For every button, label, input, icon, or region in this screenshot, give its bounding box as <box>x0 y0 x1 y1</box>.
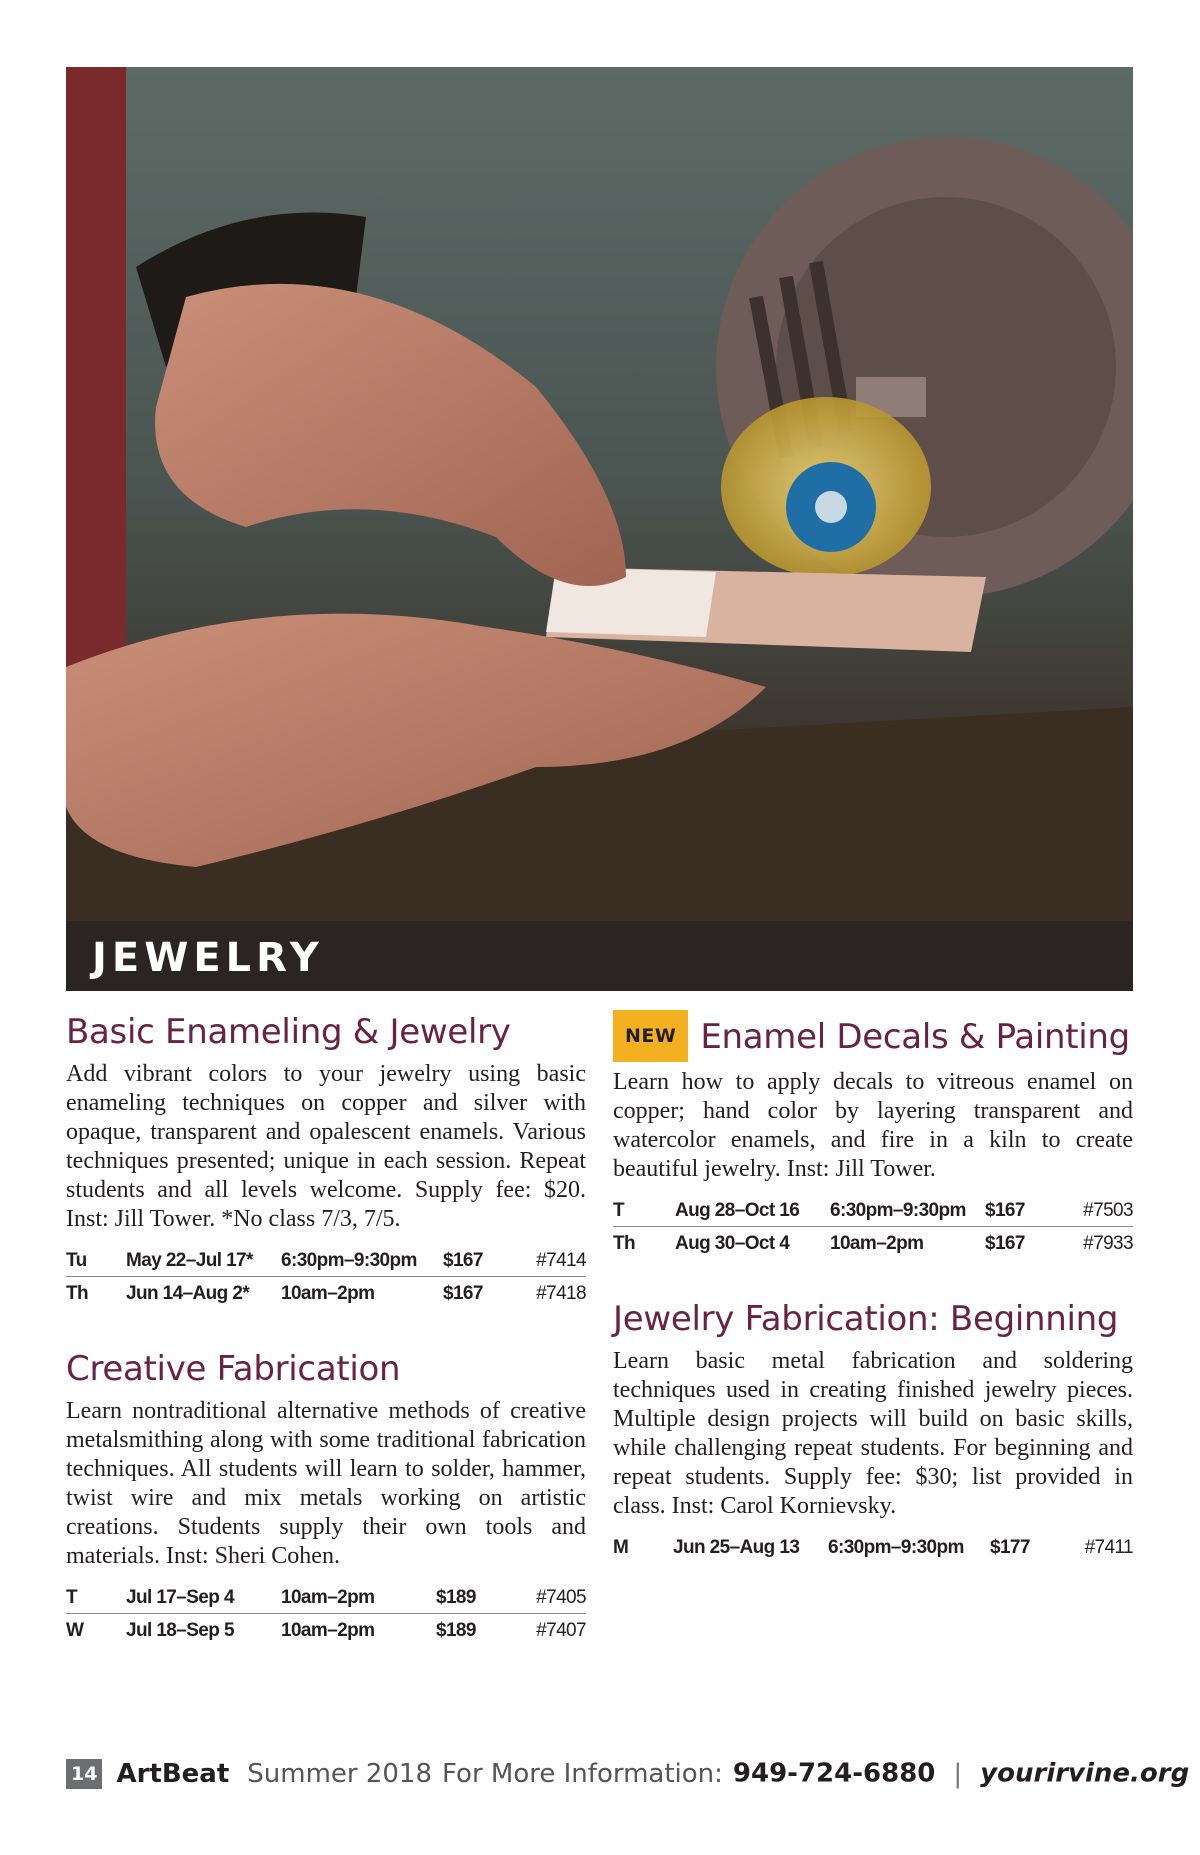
schedule-table <box>613 1531 1133 1563</box>
dates: Jul 17–Sep 4 <box>126 1587 234 1608</box>
price: $167 <box>985 1227 1055 1260</box>
day: W <box>66 1614 126 1647</box>
separator: | <box>953 1758 963 1789</box>
right-column <box>613 1010 1133 1601</box>
price: $167 <box>443 1250 483 1271</box>
page-footer <box>66 1758 1190 1794</box>
schedule-table <box>613 1194 1133 1259</box>
schedule-row <box>613 1194 1133 1227</box>
page-number: 14 <box>66 1759 102 1789</box>
time: 6:30pm–9:30pm <box>281 1250 417 1271</box>
course-number: #7418 <box>513 1277 586 1310</box>
dates: Jul 18–Sep 5 <box>126 1614 281 1647</box>
time: 10am–2pm <box>830 1227 985 1260</box>
course-description: Add vibrant colors to your jewelry using basic enameling techniques on copper and silver with opaque, transparent and opalescent enamels. Various techniques presented; unique in each session. Repeat students and all levels welcome. Supply fee: $20. Inst: Jill Tower. *No class 7/3, 7/5. <box>66 1061 586 1232</box>
price: $189 <box>436 1614 513 1647</box>
schedule-table <box>66 1244 586 1309</box>
day: Th <box>66 1277 126 1310</box>
course-title: Creative Fabrication <box>66 1349 401 1389</box>
schedule-row <box>66 1581 586 1614</box>
price: $189 <box>436 1587 476 1608</box>
time: 10am–2pm <box>281 1277 443 1310</box>
course-title: Jewelry Fabrication: Beginning <box>613 1299 1119 1339</box>
course-number: #7405 <box>536 1587 586 1608</box>
day: M <box>613 1537 629 1558</box>
schedule-row <box>66 1244 586 1277</box>
course-creative-fabrication <box>66 1347 586 1646</box>
schedule-row <box>66 1614 586 1647</box>
hero-photo <box>66 67 1133 991</box>
day: T <box>66 1587 78 1608</box>
time: 10am–2pm <box>281 1614 436 1647</box>
section-title: JEWELRY <box>92 935 324 981</box>
schedule-row <box>66 1277 586 1310</box>
brand-name: ArtBeat <box>116 1758 230 1789</box>
course-description: Learn how to apply decals to vitreous enamel on copper; hand color by layering transparent and watercolor enamels, and fire in a kiln to create beautiful jewelry. Inst: Jill Tower. <box>613 1069 1133 1182</box>
day: T <box>613 1200 625 1221</box>
course-number: #7411 <box>1084 1537 1133 1558</box>
schedule-row <box>613 1531 1133 1563</box>
course-basic-enameling <box>66 1010 586 1309</box>
schedule-table <box>66 1581 586 1646</box>
course-title-line <box>613 1010 1133 1062</box>
day: Tu <box>66 1250 87 1271</box>
time: 10am–2pm <box>281 1587 375 1608</box>
dates: Aug 30–Oct 4 <box>675 1227 830 1260</box>
course-title: Enamel Decals & Painting <box>700 1017 1130 1057</box>
day: Th <box>613 1227 675 1260</box>
schedule-row <box>613 1227 1133 1260</box>
course-description: Learn nontraditional alternative methods of creative metalsmithing along with some traditional fabrication techniques. All students will learn to solder, hammer, twist wire and mix metals working on artistic creations. Students supply their own tools and materials. Inst: Sheri Cohen. <box>66 1398 586 1569</box>
course-number: #7407 <box>513 1614 586 1647</box>
phone-number: 949-724-6880 <box>732 1758 936 1789</box>
course-jewelry-fabrication <box>613 1297 1133 1563</box>
jewelry-polishing-illustration <box>66 67 1133 991</box>
course-number: #7933 <box>1055 1227 1133 1260</box>
website-link[interactable]: yourirvine.org <box>980 1758 1190 1789</box>
course-enamel-decals <box>613 1010 1133 1259</box>
price: $167 <box>443 1277 513 1310</box>
price: $167 <box>985 1200 1025 1221</box>
season: Summer 2018 <box>247 1758 433 1789</box>
dates: Jun 14–Aug 2* <box>126 1277 281 1310</box>
course-number: #7414 <box>536 1250 586 1271</box>
left-column <box>66 1010 586 1684</box>
time: 6:30pm–9:30pm <box>828 1537 964 1558</box>
course-description: Learn basic metal fabrication and soldering techniques used in creating finished jewelry pieces. Multiple design projects will build on basic skills, while challenging repeat students. For beginning and repeat students. Supply fee: $30; list provided in class. Inst: Carol Kornievsky. <box>613 1348 1133 1519</box>
time: 6:30pm–9:30pm <box>830 1200 966 1221</box>
course-number: #7503 <box>1083 1200 1133 1221</box>
dates: May 22–Jul 17* <box>126 1250 253 1271</box>
dates: Aug 28–Oct 16 <box>675 1200 800 1221</box>
course-title: Basic Enameling & Jewelry <box>66 1012 511 1052</box>
price: $177 <box>990 1537 1030 1558</box>
dates: Jun 25–Aug 13 <box>673 1537 800 1558</box>
new-badge: NEW <box>613 1010 688 1062</box>
info-label: For More Information: <box>442 1758 723 1789</box>
